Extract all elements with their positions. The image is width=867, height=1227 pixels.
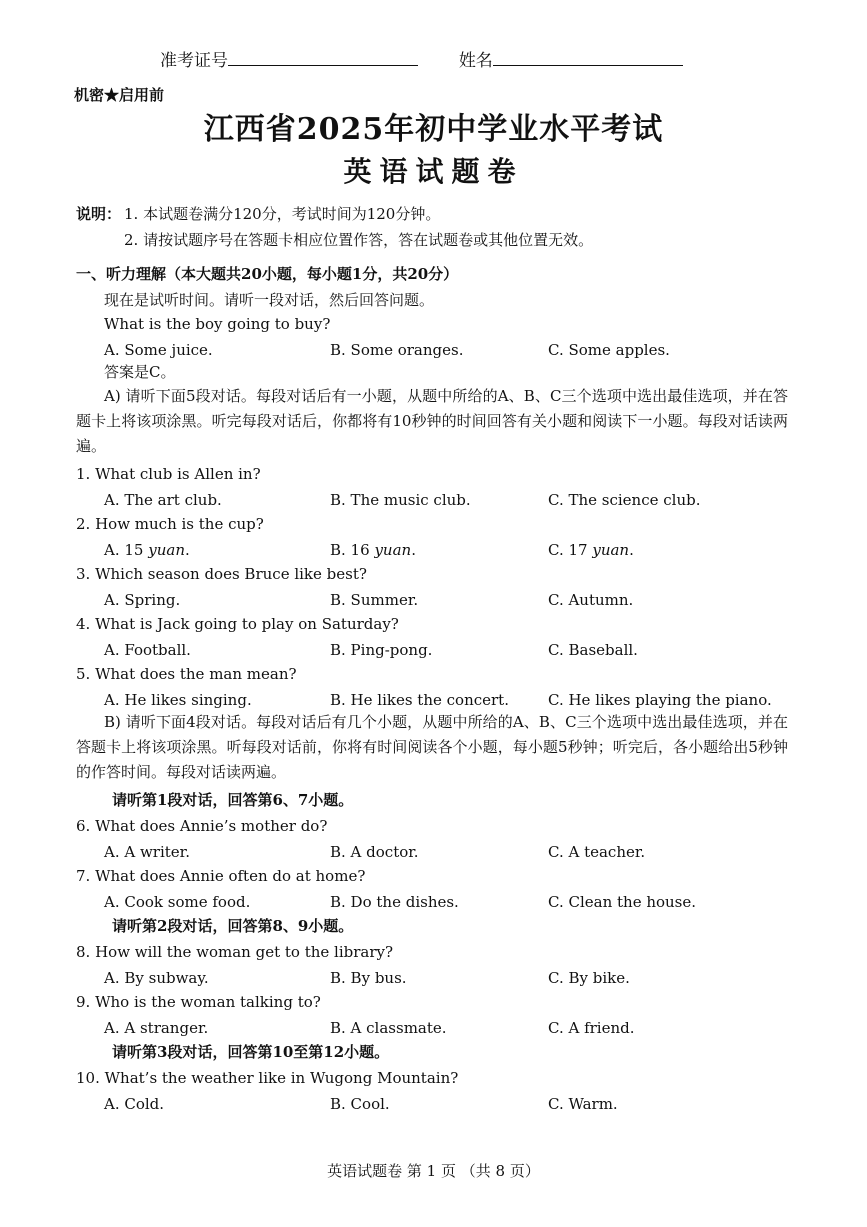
dialog-1-prompt: 请听第1段对话，回答第6、7小题。	[112, 791, 354, 809]
question-8: 8. How will the woman get to the library?	[76, 943, 394, 961]
example-answer: 答案是C。	[104, 363, 176, 381]
q7-option-a: A. Cook some food.	[104, 893, 251, 911]
q1-option-b: B. The music club.	[330, 491, 471, 509]
q2-option-b	[330, 540, 416, 560]
question-7: 7. What does Annie often do at home?	[76, 867, 366, 885]
q9-option-a: A. A stranger.	[104, 1019, 209, 1037]
q9-option-c: C. A friend.	[548, 1019, 635, 1037]
q4-option-b: B. Ping-pong.	[330, 641, 433, 659]
q2-option-a-value: A. 15	[104, 541, 144, 559]
candidate-info-header	[160, 46, 683, 71]
q8-option-b: B. By bus.	[330, 969, 407, 987]
note-1: 1. 本试题卷满分120分，考试时间为120分钟。	[124, 205, 441, 223]
part-a-instructions: A) 请听下面5段对话。每段对话后有一小题，从题中所给的A、B、C三个选项中选出最佳选项，并在答题卡上将该项涂黑。听完每段对话后，你都将有10秒钟的时间回答有关小题和阅读下一小题。每段对话读两遍。	[76, 387, 788, 455]
q4-option-c: C. Baseball.	[548, 641, 638, 659]
confidential-mark: 机密★启用前	[74, 86, 165, 104]
q2-option-c-dot: .	[629, 541, 634, 559]
q2-option-a-dot: .	[185, 541, 190, 559]
dialog-3-prompt: 请听第3段对话，回答第10至第12小题。	[112, 1043, 390, 1061]
q3-option-b: B. Summer.	[330, 591, 419, 609]
example-intro: 现在是试听时间。请听一段对话，然后回答问题。	[104, 291, 435, 309]
note-2: 2. 请按试题序号在答题卡相应位置作答，答在试题卷或其他位置无效。	[124, 231, 594, 249]
question-3: 3. Which season does Bruce like best?	[76, 565, 367, 583]
name-label: 姓名	[458, 51, 493, 71]
example-option-c: C. Some apples.	[548, 341, 670, 359]
section-heading: 一、听力理解（本大题共20小题，每小题1分，共20分）	[76, 265, 459, 283]
q4-option-a: A. Football.	[104, 641, 191, 659]
q2-option-b-dot: .	[411, 541, 416, 559]
q2-option-b-value: B. 16	[330, 541, 370, 559]
q3-option-a: A. Spring.	[104, 591, 181, 609]
question-2: 2. How much is the cup?	[76, 515, 264, 533]
exam-id-label: 准考证号	[160, 51, 228, 71]
q2-option-c-value: C. 17	[548, 541, 588, 559]
q2-option-a-unit: yuan	[148, 541, 185, 559]
dialog-2-prompt: 请听第2段对话，回答第8、9小题。	[112, 917, 354, 935]
exam-id-blank[interactable]	[228, 49, 418, 66]
q5-option-c: C. He likes playing the piano.	[548, 691, 772, 709]
q3-option-c: C. Autumn.	[548, 591, 634, 609]
question-6: 6. What does Annie’s mother do?	[76, 817, 328, 835]
q2-option-a	[104, 540, 190, 560]
q8-option-a: A. By subway.	[104, 969, 209, 987]
q8-option-c: C. By bike.	[548, 969, 630, 987]
name-blank[interactable]	[493, 49, 683, 66]
q5-option-a: A. He likes singing.	[104, 691, 252, 709]
q2-option-c	[548, 540, 634, 560]
exam-subtitle: 英语试题卷	[343, 155, 524, 188]
q10-option-c: C. Warm.	[548, 1095, 618, 1113]
part-b-instructions: B) 请听下面4段对话。每段对话后有几个小题，从题中所给的A、B、C三个选项中选出最佳选项，并在答题卡上将该项涂黑。听每段对话前，你将有时间阅读各个小题，每小题5秒钟；听完后，各小题给出5秒钟的作答时间。每段对话读两遍。	[76, 713, 788, 781]
q6-option-c: C. A teacher.	[548, 843, 646, 861]
q2-option-b-unit: yuan	[374, 541, 412, 559]
question-9: 9. Who is the woman talking to?	[76, 993, 321, 1011]
q2-option-c-unit: yuan	[592, 541, 630, 559]
example-question: What is the boy going to buy?	[104, 315, 331, 333]
page-footer: 英语试题卷 第 1 页 （共 8 页）	[327, 1162, 540, 1180]
q7-option-c: C. Clean the house.	[548, 893, 697, 911]
question-5: 5. What does the man mean?	[76, 665, 297, 683]
question-4: 4. What is Jack going to play on Saturday?	[76, 615, 399, 633]
question-1: 1. What club is Allen in?	[76, 465, 261, 483]
q10-option-a: A. Cold.	[104, 1095, 165, 1113]
q5-option-b: B. He likes the concert.	[330, 691, 509, 709]
example-option-b: B. Some oranges.	[330, 341, 464, 359]
q1-option-c: C. The science club.	[548, 491, 701, 509]
q10-option-b: B. Cool.	[330, 1095, 390, 1113]
q7-option-b: B. Do the dishes.	[330, 893, 459, 911]
notes-label: 说明：	[76, 205, 122, 223]
example-option-a: A. Some juice.	[104, 341, 213, 359]
exam-title: 江西省2025年初中学业水平考试	[203, 112, 664, 147]
question-10: 10. What’s the weather like in Wugong Mountain?	[76, 1069, 459, 1087]
q6-option-b: B. A doctor.	[330, 843, 419, 861]
q9-option-b: B. A classmate.	[330, 1019, 447, 1037]
q1-option-a: A. The art club.	[104, 491, 222, 509]
q6-option-a: A. A writer.	[104, 843, 190, 861]
